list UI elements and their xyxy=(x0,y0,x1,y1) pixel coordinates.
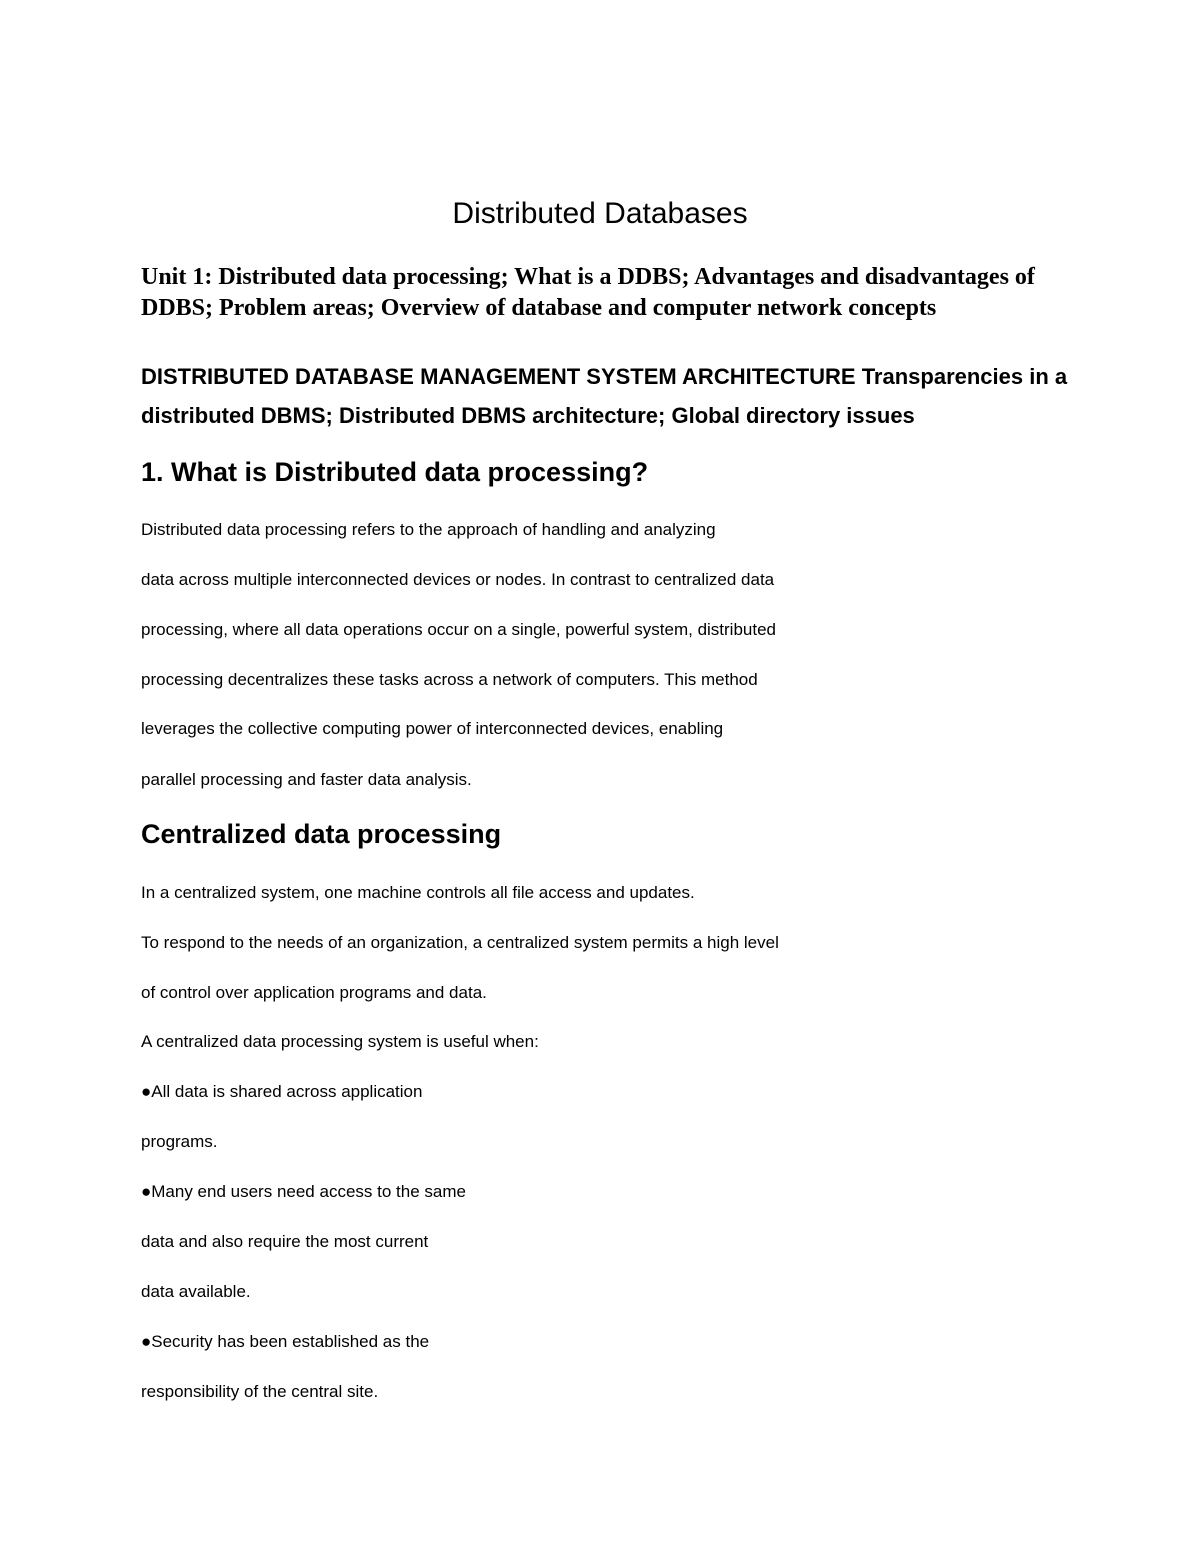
bullet-continuation: programs. xyxy=(141,1132,218,1151)
paragraph-line: of control over application programs and data. xyxy=(141,983,487,1002)
section-heading-centralized-processing: Centralized data processing xyxy=(141,819,502,849)
paragraph-line: leverages the collective computing power of interconnected devices, enabling xyxy=(141,719,724,738)
paragraph-line: To respond to the needs of an organization, a centralized system permits a high level xyxy=(141,933,779,952)
bullet-continuation: data and also require the most current xyxy=(141,1232,429,1251)
paragraph-line: Distributed data processing refers to the approach of handling and analyzing xyxy=(141,520,716,539)
paragraph-line: data across multiple interconnected devices or nodes. In contrast to centralized data xyxy=(141,570,775,589)
bullet-continuation: responsibility of the central site. xyxy=(141,1382,379,1401)
paragraph-line: A centralized data processing system is useful when: xyxy=(141,1032,539,1051)
bullet-item: ●Many end users need access to the same xyxy=(141,1182,466,1201)
paragraph-line: processing decentralizes these tasks across a network of computers. This method xyxy=(141,670,758,689)
paragraph-line: parallel processing and faster data analysis. xyxy=(141,770,472,789)
paragraph-line: In a centralized system, one machine controls all file access and updates. xyxy=(141,883,695,902)
bullet-item: ●Security has been established as the xyxy=(141,1332,430,1351)
section-heading-distributed-processing: 1. What is Distributed data processing? xyxy=(141,457,649,487)
document-title: Distributed Databases xyxy=(452,197,748,230)
paragraph-line: processing, where all data operations occur on a single, powerful system, distributed xyxy=(141,620,777,639)
unit-heading: Unit 1: Distributed data processing; What is a DDBS; Advantages and disadvantages of DDBS; Problem areas; Overview of database and computer network concepts xyxy=(141,264,1035,321)
bullet-continuation: data available. xyxy=(141,1282,251,1301)
bullet-item: ●All data is shared across application xyxy=(141,1082,423,1101)
architecture-heading: DISTRIBUTED DATABASE MANAGEMENT SYSTEM ARCHITECTURE Transparencies in a distributed DBMS; Distributed DBMS architecture; Global directory issues xyxy=(141,364,1068,428)
